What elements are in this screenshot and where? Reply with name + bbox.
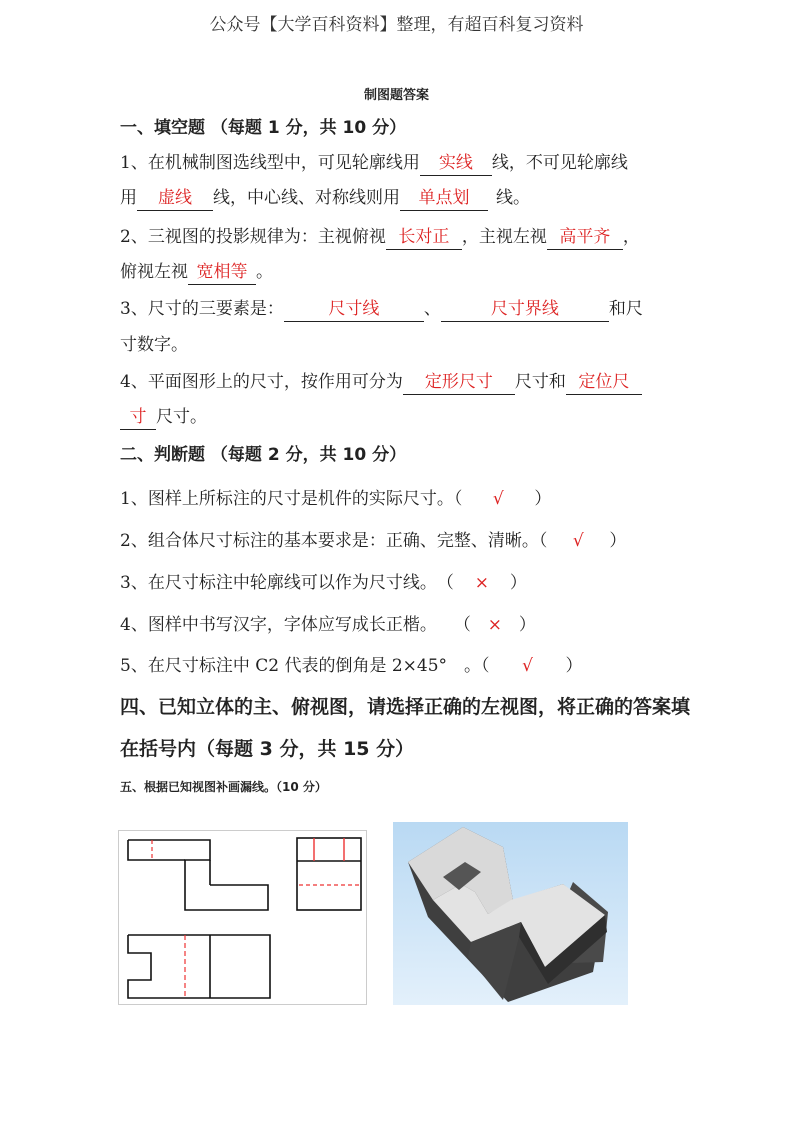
- q3-text-a: 3、尺寸的三要素是：: [120, 299, 284, 319]
- q3-answer-2: 尺寸界线: [441, 297, 609, 322]
- q4-text-a: 4、平面图形上的尺寸，按作用可分为: [120, 372, 403, 392]
- q3-line-1: [120, 294, 643, 322]
- q1-line-1: [120, 148, 628, 176]
- q1-answer-2: 虚线: [137, 186, 213, 211]
- q2-answer-1: 长对正: [386, 225, 462, 250]
- q2-text-a: 2、三视图的投影规律为：主视俯视: [120, 227, 386, 247]
- q1-text-c: 用: [120, 188, 137, 208]
- page-header: 公众号【大学百科资料】整理，有超百科复习资料: [209, 15, 584, 35]
- page-title: 制图题答案: [363, 88, 429, 103]
- section-2-heading: 二、判断题 （每题 2 分，共 10 分）: [120, 445, 407, 465]
- q4-answer-2: 定位尺: [566, 370, 642, 395]
- q2-line-2: [120, 257, 273, 285]
- judge-close: ）: [518, 615, 536, 635]
- orthographic-views-drawing: [118, 830, 368, 1006]
- q1-line-2: [120, 183, 530, 211]
- section-4-heading-line-2: 在括号内（每题 3 分，共 15 分）: [120, 738, 415, 760]
- judge-text: 1、图样上所标注的尺寸是机件的实际尺寸。（: [120, 489, 463, 509]
- section-4-heading-line-1: 四、已知立体的主、俯视图，请选择正确的左视图，将正确的答案填: [120, 696, 691, 718]
- judge-close: ）: [509, 573, 527, 593]
- judge-text: 2、组合体尺寸标注的基本要求是：正确、完整、清晰。（: [120, 531, 548, 551]
- section-5-heading: 五、根据已知视图补画漏线。（10 分）: [120, 780, 327, 794]
- q1-answer-1: 实线: [420, 151, 492, 176]
- judge-close: ）: [565, 656, 583, 676]
- judge-item: [120, 610, 536, 635]
- 3d-model-render: [393, 822, 628, 1005]
- q2-text-d: 俯视左视: [120, 262, 188, 282]
- q3-answer-1: 尺寸线: [284, 297, 424, 322]
- q4-line-1: [120, 367, 642, 395]
- q1-text-a: 1、在机械制图选线型中，可见轮廓线用: [120, 153, 420, 173]
- q3-text-c: 和尺: [608, 299, 643, 319]
- q2-text-e: 。: [256, 262, 273, 282]
- judge-mark: √: [572, 531, 584, 551]
- q4-text-b: 尺寸和: [514, 372, 566, 392]
- judge-close: ）: [609, 531, 627, 551]
- q3-line-2: 寸数字。: [120, 335, 188, 355]
- q1-text-d: 线，中心线、对称线则用: [213, 188, 400, 208]
- q1-answer-3: 单点划: [400, 186, 488, 211]
- q4-text-d: 尺寸。: [156, 407, 207, 427]
- q2-answer-2: 高平齐: [547, 225, 623, 250]
- q3-text-b: 、: [423, 299, 441, 319]
- q2-line-1: [120, 222, 640, 250]
- q4-answer-1: 定形尺寸: [403, 370, 515, 395]
- judge-item: [120, 568, 527, 593]
- judge-mark: √: [492, 489, 504, 509]
- q2-text-c: ，: [622, 227, 640, 247]
- judge-mark: ×: [487, 615, 502, 635]
- judge-mark: √: [522, 656, 533, 676]
- judge-close: ）: [534, 489, 552, 509]
- judge-item: [120, 651, 583, 676]
- section-1-heading: 一、填空题 （每题 1 分，共 10 分）: [120, 118, 407, 138]
- q1-text-b: 线，不可见轮廓线: [491, 153, 628, 173]
- q1-text-e: 线。: [496, 188, 530, 208]
- judge-item: [120, 484, 551, 509]
- judge-mark: ×: [474, 573, 489, 593]
- judge-text: 4、图样中书写汉字，字体应写成长正楷。 （: [120, 615, 471, 635]
- judge-text: 3、在尺寸标注中轮廓线可以作为尺寸线。 （: [120, 573, 454, 593]
- q4-answer-2-cont: 寸: [120, 405, 156, 430]
- q2-answer-3: 宽相等: [188, 260, 256, 285]
- q2-text-b: ，主视左视: [461, 227, 547, 247]
- drawing-frame: [119, 831, 367, 1005]
- q4-line-2: [120, 402, 207, 430]
- judge-text: 5、在尺寸标注中 C2 代表的倒角是 2×45° 。（: [120, 656, 490, 676]
- judge-item: [120, 526, 626, 551]
